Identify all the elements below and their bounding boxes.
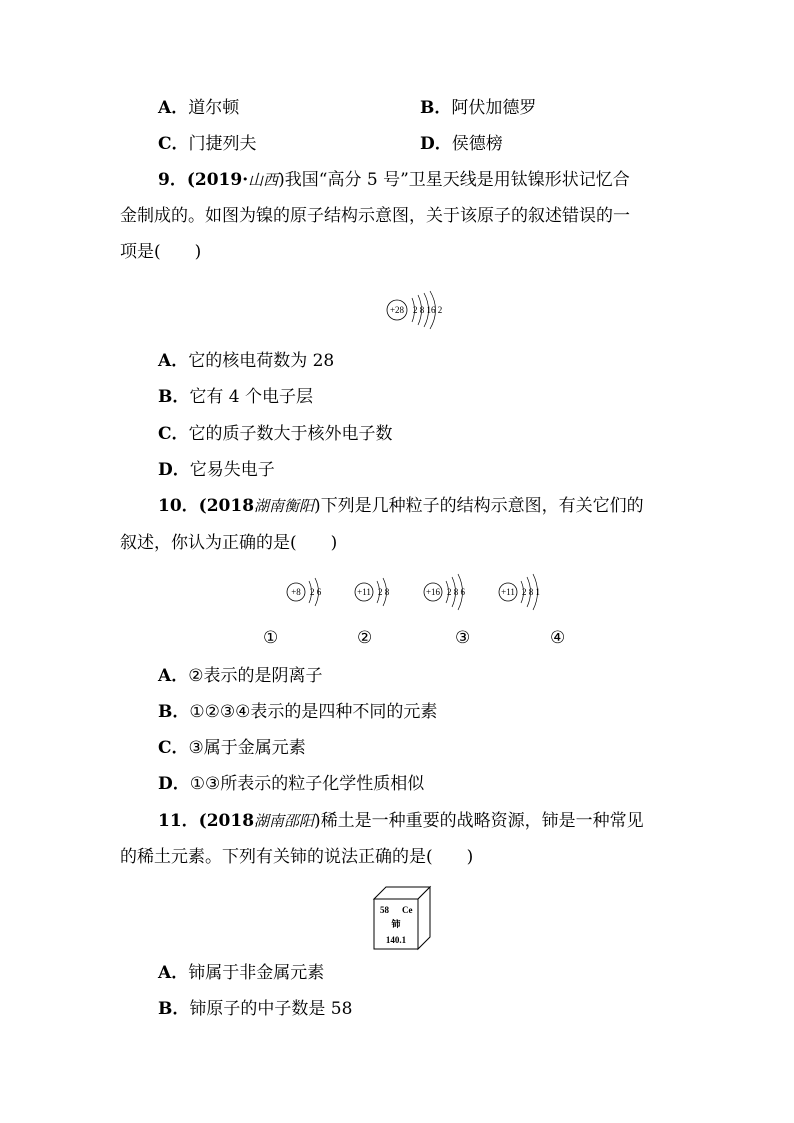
q11-line-1 xyxy=(158,810,644,832)
option-text: ②表示的是阴离子 xyxy=(188,666,323,686)
q10-option-b xyxy=(158,701,437,723)
option-text: ①②③④表示的是四种不同的元素 xyxy=(189,702,438,722)
source-year: (2018 xyxy=(198,496,255,516)
option-text: 它的核电荷数为 28 xyxy=(188,351,335,371)
q11-option-a xyxy=(158,962,324,984)
option-text: ①③所表示的粒子化学性质相似 xyxy=(189,774,425,794)
q9-option-d xyxy=(158,459,275,481)
shell-electron-counts: 2 8 1 xyxy=(522,587,540,597)
option-text: 铈原子的中子数是 58 xyxy=(189,999,353,1019)
shell-electron-counts: 2 8 xyxy=(378,587,390,597)
source-year: (2019· xyxy=(186,170,249,190)
q9-line-2: 金制成的。如图为镍的原子结构示意图，关于该原子的叙述错误的一 xyxy=(120,206,630,226)
shell-electron-counts: 2 8 6 xyxy=(447,587,465,597)
q9-option-c xyxy=(158,423,393,445)
source-region: 山西 xyxy=(248,171,279,189)
particle-diagram-1 xyxy=(284,572,334,612)
shell-electron-counts: 2 8 16 2 xyxy=(413,305,443,315)
option-text: 道尔顿 xyxy=(188,98,240,118)
option-text: 它的质子数大于核外电子数 xyxy=(188,424,393,444)
element-name: 铈 xyxy=(391,919,401,929)
option-letter: A． xyxy=(158,351,189,371)
nucleus-charge: +28 xyxy=(389,305,405,315)
option-letter: B． xyxy=(420,98,452,118)
q10-line-2: 叙述，你认为正确的是( ) xyxy=(120,533,338,553)
question-text: 下列是几种粒子的结构示意图，有关它们的 xyxy=(320,496,644,516)
option-letter: D． xyxy=(158,460,190,480)
particle-diagram-4 xyxy=(496,570,552,614)
option-text: 侯德榜 xyxy=(451,134,503,154)
q9-option-a xyxy=(158,350,334,372)
option-text: 它易失电子 xyxy=(189,460,275,480)
nucleus-charge: +11 xyxy=(501,587,515,597)
diagram-label-4: ④ xyxy=(550,628,566,648)
source-close: ) xyxy=(314,811,321,831)
q8-option-c xyxy=(158,133,257,155)
cerium-element-cell xyxy=(372,885,434,951)
q11-line-2: 的稀土元素。下列有关铈的说法正确的是( ) xyxy=(120,847,474,867)
nickel-atom-diagram xyxy=(384,290,454,330)
source-close: ) xyxy=(314,496,321,516)
q9-line-1 xyxy=(158,169,630,191)
nucleus-charge: +11 xyxy=(357,587,371,597)
source-region: 湖南邵阳 xyxy=(254,812,315,830)
q8-option-b xyxy=(420,97,536,119)
option-letter: B． xyxy=(158,387,190,407)
atomic-mass: 140.1 xyxy=(385,935,407,945)
option-letter: A． xyxy=(158,666,189,686)
option-text: 门捷列夫 xyxy=(188,134,257,154)
source-year: (2018 xyxy=(198,811,255,831)
particle-diagram-3 xyxy=(421,570,477,614)
q8-option-d xyxy=(420,133,503,155)
option-letter: D． xyxy=(158,774,190,794)
q11-option-b xyxy=(158,998,352,1020)
atomic-number: 58 xyxy=(380,905,389,915)
nucleus-charge: +16 xyxy=(425,587,441,597)
shell-electron-counts: 2 6 xyxy=(310,587,322,597)
option-letter: B． xyxy=(158,702,190,722)
option-text: 铈属于非金属元素 xyxy=(188,963,325,983)
q10-option-c xyxy=(158,737,306,759)
option-letter: A． xyxy=(158,98,189,118)
source-close: ) xyxy=(278,170,285,190)
question-number: 11． xyxy=(158,811,199,831)
option-letter: C． xyxy=(158,134,189,154)
q9-line-3: 项是( ) xyxy=(120,242,202,262)
q9-option-b xyxy=(158,386,313,408)
q10-option-d xyxy=(158,773,424,795)
q10-option-a xyxy=(158,665,322,687)
option-text: ③属于金属元素 xyxy=(188,738,306,758)
question-text: 我国“高分 5 号”卫星天线是用钛镍形状记忆合 xyxy=(284,170,630,190)
question-number: 10． xyxy=(158,496,199,516)
q8-option-a xyxy=(158,97,239,119)
nucleus-charge: +8 xyxy=(291,587,301,597)
diagram-label-1: ① xyxy=(263,628,279,648)
option-letter: C． xyxy=(158,424,189,444)
question-number: 9． xyxy=(158,170,187,190)
option-letter: A． xyxy=(158,963,189,983)
diagram-label-2: ② xyxy=(357,628,373,648)
diagram-label-3: ③ xyxy=(455,628,471,648)
element-symbol: Ce xyxy=(402,905,413,915)
option-text: 阿伏加德罗 xyxy=(451,98,537,118)
option-letter: C． xyxy=(158,738,189,758)
option-letter: D． xyxy=(420,134,452,154)
option-text: 它有 4 个电子层 xyxy=(189,387,313,407)
particle-diagram-2 xyxy=(352,572,402,612)
question-text: 稀土是一种重要的战略资源，铈是一种常见 xyxy=(320,811,644,831)
option-letter: B． xyxy=(158,999,190,1019)
q10-line-1 xyxy=(158,495,644,517)
source-region: 湖南衡阳 xyxy=(254,497,315,515)
